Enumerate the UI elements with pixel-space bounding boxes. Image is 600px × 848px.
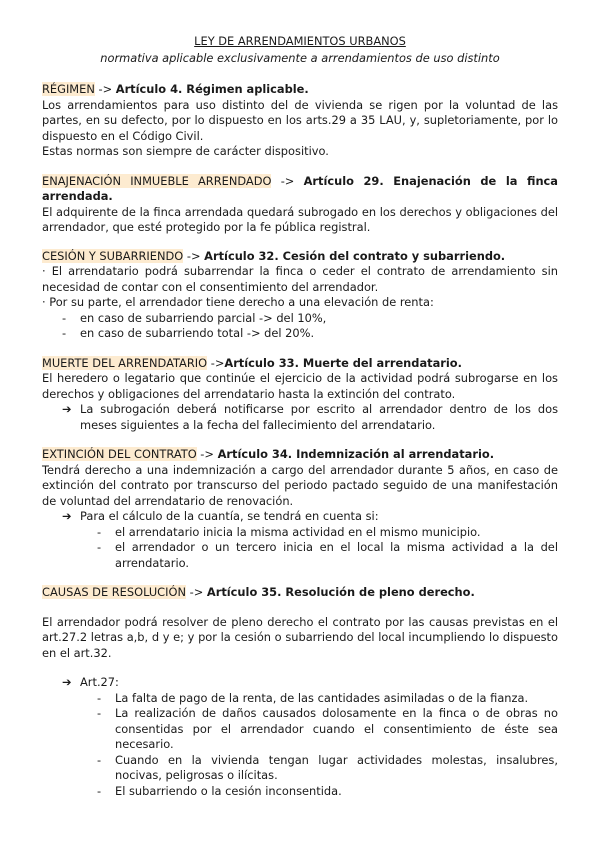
list-item [42, 311, 558, 327]
paragraph: Los arrendamientos para uso distinto del de vivienda se rigen por la voluntad de las partes, en su defecto, por lo dispuesto en los arts.29 a 35 LAU, y, supletoriamente, por lo dispuesto en el Código Civil. [42, 97, 558, 143]
paragraph: El adquirente de la finca arrendada quedará subrogado en los derechos y obligaciones del arrendador, que esté protegido por la fe pública registral. [42, 204, 558, 234]
section-cesion-heading [42, 249, 558, 265]
dash-marker: - [97, 524, 102, 539]
topic-highlight: MUERTE DEL ARRENDATARIO [42, 355, 208, 370]
arrow-separator: -> [94, 82, 116, 96]
dash-marker: - [62, 310, 67, 325]
dash-marker: - [97, 783, 102, 798]
list-item-text: La falta de pago de la renta, de las cantidades asimiladas o de la fianza. [115, 690, 529, 705]
document-subtitle: normativa aplicable exclusivamente a arrendamientos de uso distinto [100, 50, 500, 65]
article-title: Artículo 29. Enajenación de la finca arrendada. [42, 173, 558, 203]
paragraph: El arrendador podrá resolver de pleno derecho el contrato por las causas previstas en el art.27.2 letras a,b, d y e; y por la cesión o subarriendo del local incumpliendo lo dispuesto en el art.32. [42, 614, 558, 660]
list-item-text: en caso de subarriendo parcial -> del 10%, [80, 310, 327, 325]
paragraph: · Por su parte, el arrendador tiene derecho a una elevación de renta: [42, 295, 434, 309]
dash-list [42, 311, 558, 342]
topic-highlight: CESIÓN Y SUBARRIENDO [42, 248, 184, 263]
arrow-item-text: La subrogación deberá notificarse por escrito al arrendador dentro de los dos meses siguientes a la fecha del fallecimiento del arrendatario. [80, 402, 558, 432]
list-item-text: El subarriendo o la cesión inconsentida. [115, 783, 342, 798]
dash-marker: - [62, 326, 67, 340]
article-title: Artículo 4. Régimen aplicable. [115, 82, 309, 96]
paragraph: · El arrendatario podrá subarrendar la finca o ceder el contrato de arrendamiento sin necesidad de contar con el consentimiento del arrendador. [42, 264, 558, 294]
section-extincion-heading [42, 447, 558, 463]
paragraph: Tendrá derecho a una indemnización a cargo del arrendador durante 5 años, en caso de extinción del contrato por transcurso del periodo pactado seguido de una manifestación de voluntad del arrendatario de renovación. [42, 462, 558, 508]
list-item-text: el arrendatario inicia la misma actividad en el mismo municipio. [115, 524, 481, 539]
article-title: Artículo 35. Resolución de pleno derecho. [206, 585, 475, 599]
arrow-icon: ➔ [62, 509, 72, 523]
topic-highlight: EXTINCIÓN DEL CONTRATO [42, 447, 197, 461]
list-item [42, 753, 558, 784]
list-item [42, 326, 558, 342]
arrow-separator: -> [185, 585, 207, 599]
section-causas-heading [42, 585, 558, 601]
dash-list [42, 691, 558, 800]
arrow-separator: -> [271, 173, 304, 188]
paragraph: Estas normas son siempre de carácter dispositivo. [42, 144, 329, 158]
list-item [42, 691, 558, 707]
dash-list [42, 525, 558, 572]
list-item-text: Cuando en la vivienda tengan lugar actividades molestas, insalubres, nocivas, peligrosas o ilícitas. [115, 752, 558, 782]
list-item [42, 525, 558, 541]
dash-marker: - [97, 690, 102, 705]
list-item [42, 540, 558, 571]
section-regimen-heading [42, 82, 558, 98]
section-muerte-heading [42, 356, 558, 372]
list-item [42, 784, 558, 800]
document-title: LEY DE ARRENDAMIENTOS URBANOS [194, 34, 406, 48]
list-item-text: La realización de daños causados dolosamente en la finca o de obras no consentidas por el arrendador cuando el consentimiento de éste sea necesario. [115, 706, 558, 751]
topic-highlight: RÉGIMEN [42, 82, 95, 96]
arrow-separator: -> [207, 355, 225, 370]
list-item-text: en caso de subarriendo total -> del 20%. [80, 326, 315, 340]
topic-highlight: CAUSAS DE RESOLUCIÓN [42, 585, 186, 599]
section-enajenacion-heading [42, 174, 558, 205]
arrow-separator: -> [196, 447, 218, 461]
list-item [42, 706, 558, 753]
article-title: Artículo 32. Cesión del contrato y subarriendo. [204, 248, 506, 263]
arrow-item [42, 675, 558, 691]
arrow-item-text: Art.27: [80, 675, 119, 689]
paragraph: El heredero o legatario que continúe el ejercicio de la actividad podrá subrogarse en los derechos y obligaciones del arrendatario hasta la extinción del contrato. [42, 371, 558, 401]
arrow-icon: ➔ [62, 402, 72, 416]
arrow-separator: -> [183, 248, 205, 263]
article-title: Artículo 33. Muerte del arrendatario. [224, 355, 462, 370]
topic-highlight: ENAJENACIÓN INMUEBLE ARRENDADO [42, 173, 272, 188]
dash-marker: - [97, 706, 102, 720]
arrow-item [42, 509, 558, 525]
article-title: Artículo 34. Indemnización al arrendatario. [217, 447, 495, 461]
arrow-item [42, 402, 558, 433]
list-item-text: el arrendador o un tercero inicia en el local la misma actividad a la del arrendatario. [115, 540, 558, 570]
dash-marker: - [97, 540, 102, 554]
arrow-icon: ➔ [62, 675, 72, 689]
dash-marker: - [97, 752, 102, 767]
arrow-item-text: Para el cálculo de la cuantía, se tendrá en cuenta si: [80, 509, 379, 523]
